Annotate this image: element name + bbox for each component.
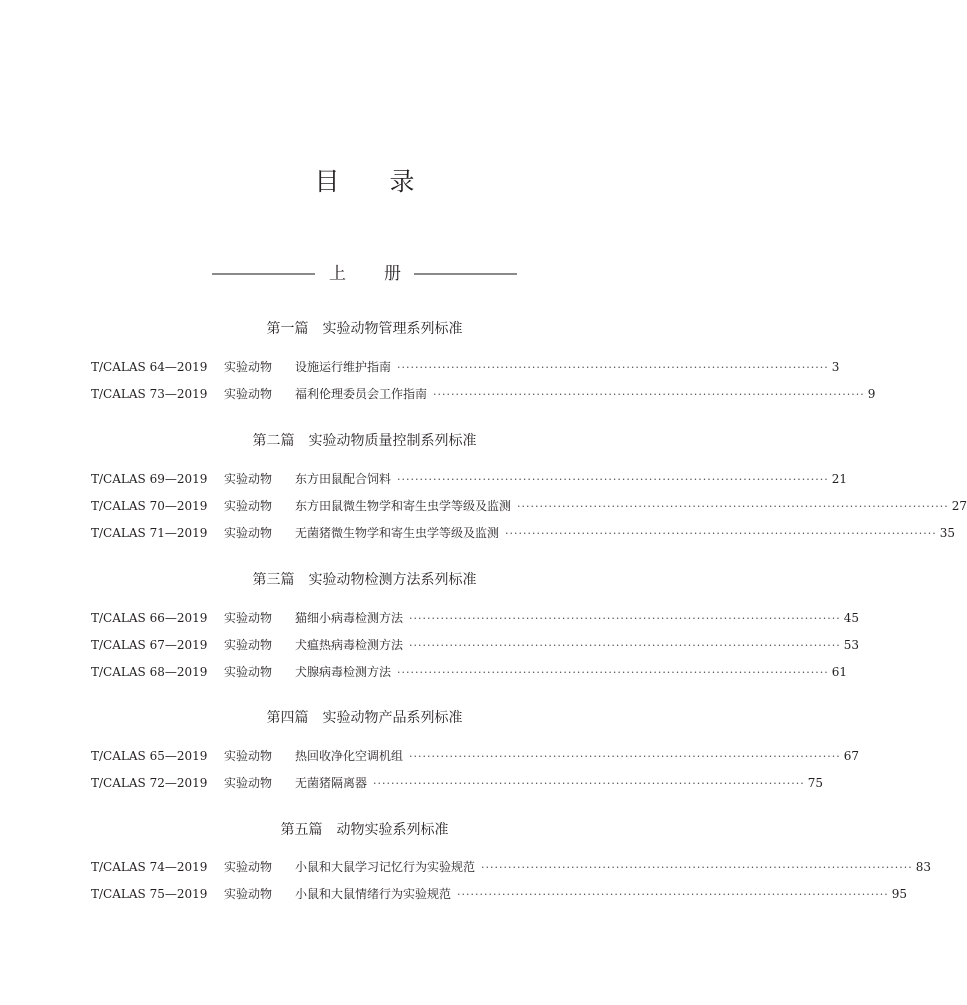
entry-category: 实验动物 [224, 749, 273, 763]
standard-code: T/CALAS 74—2019 [91, 860, 208, 874]
toc-entry[interactable] [91, 662, 847, 682]
toc-entry[interactable] [91, 523, 955, 543]
toc-entry[interactable] [91, 384, 876, 404]
page-number: 35 [939, 526, 955, 540]
entry-category: 实验动物 [224, 860, 273, 874]
entry-title: 无菌猪微生物学和寄生虫学等级及监测 [295, 526, 500, 540]
dot-leader: ································································································ [373, 777, 805, 790]
toc-entry[interactable] [91, 635, 859, 655]
dot-leader: ································································································ [433, 388, 865, 401]
dot-leader: ································································································ [481, 861, 913, 874]
dot-leader: ································································································ [397, 666, 829, 679]
toc-entry[interactable] [91, 773, 823, 793]
entry-category: 实验动物 [224, 526, 273, 540]
entry-category: 实验动物 [224, 472, 273, 486]
entry-category: 实验动物 [224, 776, 273, 790]
volume-label-char: 册 [384, 264, 401, 284]
toc-entry[interactable] [91, 357, 840, 377]
page-number: 53 [843, 638, 859, 652]
toc-entry[interactable] [91, 884, 907, 904]
standard-code: T/CALAS 71—2019 [91, 526, 208, 540]
page-number: 83 [915, 860, 931, 874]
entry-title: 小鼠和大鼠情绪行为实验规范 [295, 887, 452, 901]
page-number: 3 [831, 360, 840, 374]
entry-category: 实验动物 [224, 387, 273, 401]
dot-leader: ································································································ [397, 473, 829, 486]
page-number: 27 [951, 499, 967, 513]
page-number: 61 [831, 665, 847, 679]
volume-rule-right [414, 273, 517, 275]
standard-code: T/CALAS 73—2019 [91, 387, 208, 401]
standard-code: T/CALAS 66—2019 [91, 611, 208, 625]
toc-entry[interactable] [91, 857, 931, 877]
dot-leader: ································································································ [409, 612, 841, 625]
dot-leader: ································································································ [517, 500, 949, 513]
page-number: 21 [831, 472, 847, 486]
standard-code: T/CALAS 70—2019 [91, 499, 208, 513]
entry-title: 东方田鼠微生物学和寄生虫学等级及监测 [295, 499, 512, 513]
toc-entry[interactable] [91, 469, 847, 489]
entry-title: 无菌猪隔离器 [295, 776, 368, 790]
standard-code: T/CALAS 67—2019 [91, 638, 208, 652]
page-number: 75 [807, 776, 823, 790]
part-heading: 第一篇 实验动物管理系列标准 [266, 321, 463, 337]
entry-title: 小鼠和大鼠学习记忆行为实验规范 [295, 860, 476, 874]
entry-category: 实验动物 [224, 360, 273, 374]
dot-leader: ································································································ [409, 750, 841, 763]
part-heading: 第四篇 实验动物产品系列标准 [266, 710, 463, 726]
page-title-char: 录 [389, 167, 415, 196]
dot-leader: ································································································ [409, 639, 841, 652]
dot-leader: ································································································ [457, 888, 889, 901]
entry-category: 实验动物 [224, 611, 273, 625]
part-heading: 第二篇 实验动物质量控制系列标准 [252, 433, 477, 449]
entry-title: 犬瘟热病毒检测方法 [295, 638, 404, 652]
standard-code: T/CALAS 75—2019 [91, 887, 208, 901]
page-number: 9 [867, 387, 876, 401]
entry-title: 东方田鼠配合饲料 [295, 472, 392, 486]
volume-rule-left [212, 273, 315, 275]
standard-code: T/CALAS 69—2019 [91, 472, 208, 486]
standard-code: T/CALAS 65—2019 [91, 749, 208, 763]
entry-title: 福利伦理委员会工作指南 [295, 387, 428, 401]
entry-category: 实验动物 [224, 499, 273, 513]
standard-code: T/CALAS 68—2019 [91, 665, 208, 679]
page-title [0, 164, 729, 200]
dot-leader: ································································································ [397, 361, 829, 374]
entry-category: 实验动物 [224, 665, 273, 679]
page-title-char: 目 [314, 167, 340, 196]
standard-code: T/CALAS 64—2019 [91, 360, 208, 374]
entry-title: 热回收净化空调机组 [295, 749, 404, 763]
entry-title: 犬腺病毒检测方法 [295, 665, 392, 679]
page-number: 95 [891, 887, 907, 901]
part-heading: 第三篇 实验动物检测方法系列标准 [252, 572, 477, 588]
volume-heading [0, 260, 729, 288]
volume-label-char: 上 [329, 264, 346, 284]
entry-category: 实验动物 [224, 887, 273, 901]
volume-label [329, 260, 401, 288]
entry-category: 实验动物 [224, 638, 273, 652]
part-heading: 第五篇 动物实验系列标准 [280, 822, 449, 838]
page-number: 67 [843, 749, 859, 763]
entry-title: 猫细小病毒检测方法 [295, 611, 404, 625]
toc-entry[interactable] [91, 608, 859, 628]
standard-code: T/CALAS 72—2019 [91, 776, 208, 790]
toc-entry[interactable] [91, 496, 967, 516]
toc-entry[interactable] [91, 746, 859, 766]
page-number: 45 [843, 611, 859, 625]
dot-leader: ································································································ [505, 527, 937, 540]
entry-title: 设施运行维护指南 [295, 360, 392, 374]
